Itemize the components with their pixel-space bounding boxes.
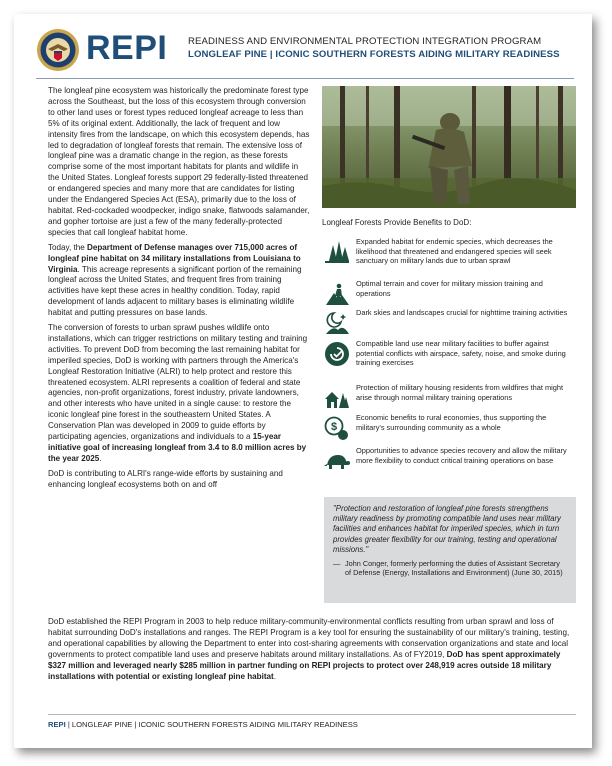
soldier-forest-photo <box>322 86 576 208</box>
quote-attribution: — John Conger, formerly performing the duties of Assistant Secretary of Defense (Energy, Installations and Environment) (June 30, 2015) <box>333 559 563 578</box>
house-trees-icon <box>324 385 350 411</box>
repi-logo-text: REPI <box>86 29 168 67</box>
paragraph-repi-program: DoD established the REPI Program in 2003 to help reduce military-community-environmental conflicts resulting from urban sprawl and loss of habitat surrounding DoD's installations and ranges. The REPI Program is a key tool for ensuring the sustainability of our military's training, testing, and operational capabilities by allowing the Department to enter into cost-sharing agreements with conservation organizations and state and local governments to protect compatible land uses and preserve habitats around military installations. As of FY2019, DoD has spent approximately $327 million and leveraged nearly $285 million in partner funding on REPI projects to protect over 248,919 acres outside 18 military installations with potential or existing longleaf pine habitat. <box>48 617 570 681</box>
benefit-item: Dark skies and landscapes crucial for nighttime training activities <box>322 308 576 342</box>
header-divider <box>36 78 574 79</box>
acreage-highlight: Department of Defense manages over 715,000 acres of longleaf pine habitat on 34 military installations from Louisiana to Virginia <box>48 242 301 274</box>
program-name: READINESS AND ENVIRONMENTAL PROTECTION INTEGRATION PROGRAM <box>188 36 542 47</box>
document-subtitle: LONGLEAF PINE | ICONIC SOUTHERN FORESTS AIDING MILITARY READINESS <box>188 49 560 60</box>
document-page <box>14 14 592 748</box>
paragraph-dod-acreage: Today, the Department of Defense manages over 715,000 acres of longleaf pine habitat on 34 military installations from Louisiana to Virginia. This acreage represents a significant portion of the remaining longleaf across the United States, and frequent fires from training activities have kept these acres in healthy condition. Today, rapid development of lands adjacent to military bases is eliminating wildlife habitat and putting pressures on base lands. <box>48 242 302 318</box>
footer-text: | LONGLEAF PINE | ICONIC SOUTHERN FORESTS AIDING MILITARY READINESS <box>65 720 358 729</box>
benefit-item: Protection of military housing residents from wildfires that might arise through normal military training operations <box>322 383 576 417</box>
tortoise-icon <box>324 448 350 474</box>
footer-brand: REPI <box>48 720 66 729</box>
soldier-terrain-icon <box>324 281 350 307</box>
benefit-item: Expanded habitat for endemic species, which decreases the likelihood that threatened and endangered species will seek sanctuary on military lands due to urban sprawl <box>322 237 576 271</box>
header <box>36 26 576 76</box>
footer-divider <box>48 714 576 715</box>
benefits-title: Longleaf Forests Provide Benefits to DoD: <box>322 218 472 227</box>
goal-highlight: 15-year initiative goal of increasing longleaf from 3.4 to 8.0 million acres by the year 2025 <box>48 432 307 463</box>
funding-highlight: DoD has spent approximately $327 million and leveraged nearly $285 million in partner funding on REPI projects to protect over 248,919 acres outside 18 military installations with potential or existing longleaf pine habitat <box>48 649 561 681</box>
benefit-item: Compatible land use near military facilities to buffer against potential conflicts with airspace, safety, noise, and smoke during training exercises <box>322 339 576 373</box>
money-icon <box>324 415 350 441</box>
footer <box>48 720 358 730</box>
buffer-shield-icon <box>324 341 350 367</box>
benefit-item: Opportunities to advance species recovery and allow the military more flexibility to conduct critical training operations on base <box>322 446 576 480</box>
night-sky-icon <box>324 310 350 336</box>
quote-text: "Protection and restoration of longleaf pine forests strengthens military readiness by promoting compatible land uses near military facilities and enhances habitat for imperiled species, which in turn provides greater flexibility for our training, testing and operational missions." <box>333 504 561 554</box>
pine-trees-icon <box>324 239 350 265</box>
svg-text:$: $ <box>330 421 338 433</box>
paragraph-intro: The longleaf pine ecosystem was historically the predominate forest type across the Southeast, but the loss of this ecosystem through conversion to other land uses or forest types reduced longleaf acreage to less than 5% of its original extent. Additionally, the lack of frequent and low intensity fires from the landscape, on which this ecosystem depends, has led to degradation of longleaf forests that remain. The extensive loss of longleaf pine was a dramatic change in the region, as these forests comprise some of the most important habitats for plants and wildlife in the United States. Longleaf forests support 29 federally-listed threatened or endangered species and many more that are candidates for listing under the Endangered Species Act (ESA), primarily due to the loss of habitat. Red-cockaded woodpecker, indigo snake, flatwoods salamander, and gopher tortoise are just a few of the many federally-protected species that call longleaf habitat home. <box>48 86 310 237</box>
dod-seal-icon <box>36 28 80 72</box>
quote-box <box>324 497 576 603</box>
benefit-item: $ Economic benefits to rural economies, thus supporting the military's surrounding community as a whole <box>322 413 576 447</box>
left-column <box>48 86 310 495</box>
right-column <box>322 86 576 465</box>
paragraph-alri: The conversion of forests to urban sprawl pushes wildlife onto installations, which can trigger restrictions on military testing and training activities. To prevent DoD from becoming the last remaining habitat for imperiled species, DoD is working with partners through the America's Longleaf Restoration Initiative (ALRI) to help protect and restore this threatened ecosystem. ALRI represents a coalition of federal and state agencies, non-profit organizations, forest industry, private landowners, and other interests who have united in a single cause: to restore the iconic longleaf pine forest in the southeastern United States. A Conservation Plan was developed in 2009 to guide efforts by participating agencies, organizations and individuals to a 15-year initiative goal of increasing longleaf from 3.4 to 8.0 million acres by the year 2025. <box>48 323 308 463</box>
paragraph-contribution: DoD is contributing to ALRI's range-wide efforts by sustaining and enhancing longleaf ecosystems both on and off <box>48 468 283 489</box>
benefit-item: Optimal terrain and cover for military mission training and operations <box>322 279 576 313</box>
